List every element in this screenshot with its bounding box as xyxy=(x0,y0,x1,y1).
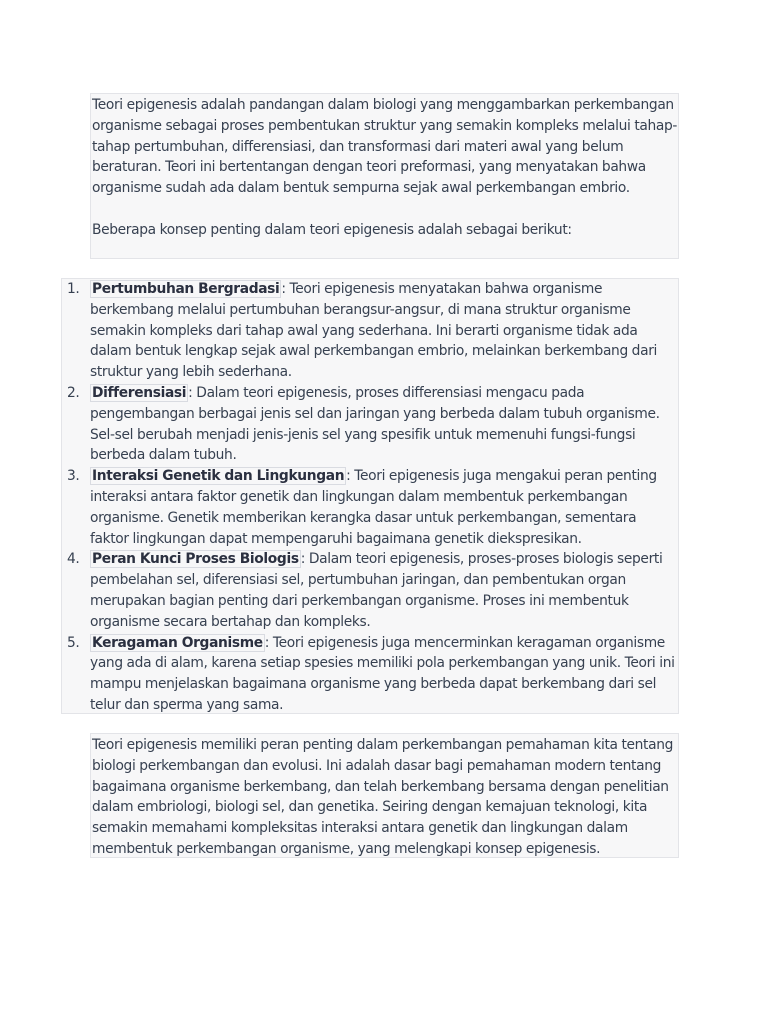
concept-description: : Dalam teori epigenesis, proses differensiasi mengacu pada pengembangan berbagai jenis sel dan jaringan yang berbeda dalam tubuh organisme. Sel-sel berubah menjadi jenis-jenis sel yang spesifik untuk memenuhi fungsi-fungsi berbeda dalam tubuh. xyxy=(90,384,660,464)
intro-section xyxy=(90,93,679,259)
concept-term: Peran Kunci Proses Biologis xyxy=(92,551,299,568)
list-item-number: 3. xyxy=(67,468,80,485)
list-item xyxy=(62,279,678,383)
concept-description: : Teori epigenesis juga mencerminkan keragaman organisme yang ada di alam, karena setiap spesies memiliki pola perkembangan yang unik. Teori ini mampu menjelaskan bagaimana organisme yang berbeda dapat berkembang dari sel telur dan sperma yang sama. xyxy=(90,634,675,713)
concept-description: : Teori epigenesis juga mengakui peran penting interaksi antara faktor genetik dan lingkungan dalam membentuk perkembangan organisme. Genetik memberikan kerangka dasar untuk perkembangan, sementara faktor lingkungan dapat mempengaruhi bagaimana genetik diekspresikan. xyxy=(90,468,657,547)
intro-paragraph: Teori epigenesis adalah pandangan dalam biologi yang menggambarkan perkembangan organisme sebagai proses pembentukan struktur yang semakin kompleks melalui tahap-tahap pertumbuhan, differensiasi, dan transformasi dari materi awal yang belum beraturan. Teori ini bertentangan dengan teori preformasi, yang menyatakan bahwa organisme sudah ada dalam bentuk sempurna sejak awal perkembangan embrio. xyxy=(92,97,678,197)
list-item xyxy=(62,633,678,716)
conclusion-paragraph: Teori epigenesis memiliki peran penting dalam perkembangan pemahaman kita tentang biologi perkembangan dan evolusi. Ini adalah dasar bagi pemahaman modern tentang bagaimana organisme berkembang, dan telah berkembang bersama dengan penelitian dalam embriologi, biologi sel, dan genetika. Seiring dengan kemajuan teknologi, kita semakin memahami kompleksitas interaksi antara genetik dan lingkungan dalam membentuk perkembangan organisme, yang melengkapi konsep epigenesis. xyxy=(92,737,674,857)
concepts-list xyxy=(61,278,679,714)
list-item-number: 5. xyxy=(67,634,80,651)
list-item xyxy=(62,383,678,466)
list-item xyxy=(62,466,678,549)
concept-term: Pertumbuhan Bergradasi xyxy=(92,281,280,297)
concept-term: Interaksi Genetik dan Lingkungan xyxy=(92,468,345,485)
concept-description: : Dalam teori epigenesis, proses-proses biologis seperti pembelahan sel, diferensiasi sel, pertumbuhan jaringan, dan pembentukan organ merupakan bagian penting dari perkembangan organisme. Proses ini membentuk organisme secara bertahap dan kompleks. xyxy=(90,551,663,630)
list-item-number: 1. xyxy=(67,281,80,297)
list-lead-in: Beberapa konsep penting dalam teori epigenesis adalah sebagai berikut: xyxy=(92,221,572,238)
concept-description: : Teori epigenesis menyatakan bahwa organisme berkembang melalui pertumbuhan berangsur-angsur, di mana struktur organisme semakin kompleks dari tahap awal yang sederhana. Ini berarti organisme tidak ada dalam bentuk lengkap sejak awal perkembangan embrio, melainkan berkembang dari struktur yang lebih sederhana. xyxy=(90,281,658,381)
conclusion-section xyxy=(90,733,679,858)
list-item-number: 2. xyxy=(67,384,80,401)
list-item-number: 4. xyxy=(67,551,80,568)
concept-term: Differensiasi xyxy=(92,384,187,401)
concept-term: Keragaman Organisme xyxy=(92,634,263,651)
list-item xyxy=(62,549,678,632)
